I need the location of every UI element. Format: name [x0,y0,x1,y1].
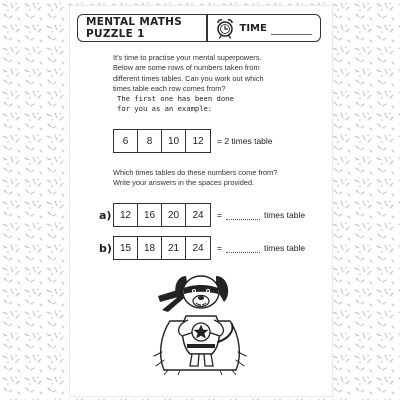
number-box: 21 [162,237,186,259]
row-letter: a) [99,208,112,222]
number-box: 10 [162,130,186,152]
number-box: 8 [138,130,162,152]
number-box: 6 [114,130,138,152]
number-boxes [113,203,211,227]
number-box: 12 [192,135,204,147]
example-number-boxes [113,129,211,153]
number-box: 24 [192,209,204,221]
time-answer-line[interactable] [271,22,312,35]
puzzle-header [77,14,321,42]
times-table-label: times table [263,210,306,220]
number-box: 24 [192,242,204,254]
question-row-b [99,236,305,260]
puzzle-title: MENTAL MATHS PUZZLE 1 [86,16,183,40]
question-row-a [99,203,305,227]
example-row [113,129,273,153]
example-answer: = 2 times table [217,136,273,146]
example-note [117,94,237,114]
intro-text: It's time to practise your mental superpowers. Below are some rows of numbers taken from different times tables. Can you work out which times table each row comes from? [113,53,264,94]
number-box: 20 [162,204,186,226]
times-table-label: times table [263,243,306,253]
number-box: 16 [138,204,162,226]
answer-field[interactable] [226,211,260,220]
question-text: Which times tables do these numbers come from? Write your answers in the spaces provided. [113,168,278,188]
number-box: 12 [114,204,138,226]
alarm-clock-icon [214,17,236,39]
number-box: 18 [138,237,162,259]
superhero-dog-icon [150,266,250,376]
example-note-line1: The first one has been done [117,94,234,103]
row-letter: b) [99,241,112,255]
example-note-line2: for you as an example: [117,104,213,113]
equals-sign: = [217,243,222,253]
number-boxes [113,236,211,260]
answer-field[interactable] [226,244,260,253]
time-label: TIME [239,22,267,34]
number-box: 15 [114,237,138,259]
equals-sign: = [217,210,222,220]
header-divider [206,14,208,42]
